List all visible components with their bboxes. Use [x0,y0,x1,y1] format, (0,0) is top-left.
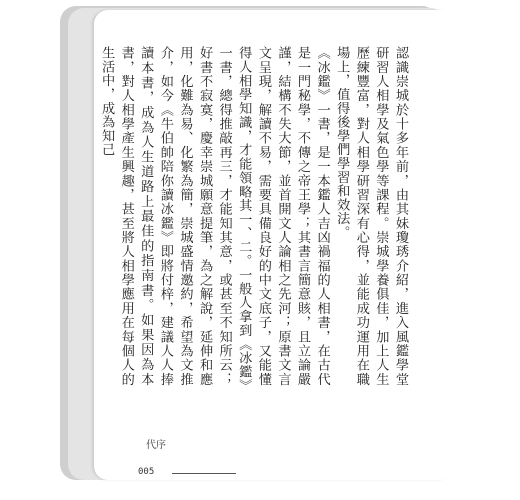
paragraph-2: 《冰鑑》一書，是一本鑑人吉凶禍福的人相書，在古代是一門秘學，不傳之帝王學；其書言簡意賅，且立論嚴謹，結構不失大節，並首開文人論相之先河；原書文言文呈現，解讀不易，需要具備良好的中文底子，又能懂得人相學知識，才能領略其一、二。一般人拿到《冰鑑》一書，總得推敲再三，才能知其意，或甚至不知所云；好書不寂寞，慶幸崇城願意提筆，為之解說，延伸和應用，化難為易、化繁為簡，崇城盛情邀約，希望為文推介，如今《牛伯帥陪你讀冰鑑》即將付梓，建議人人捧讀本書，成為人生道路上最佳的指南書。如果因為本書，對人相學產生興趣，甚至將人相學應用在每個人的生活中，成為知己 [99,46,330,386]
book-page [94,10,454,480]
paragraph-1: 認識崇城於十多年前，由其妹瓊琇介紹，進入風鑑學堂研習人相學及氣色學等課程。崇城學養俱佳，加上人生歷練豐富，對人相學研習深有心得，並能成功運用在職場上，值得後學們學習和效法。 [334,46,408,386]
section-label: 代序 [146,440,166,451]
page-number: 005 [138,467,155,477]
book [60,6,454,484]
footer-rule [172,473,236,474]
body-text [99,46,410,386]
